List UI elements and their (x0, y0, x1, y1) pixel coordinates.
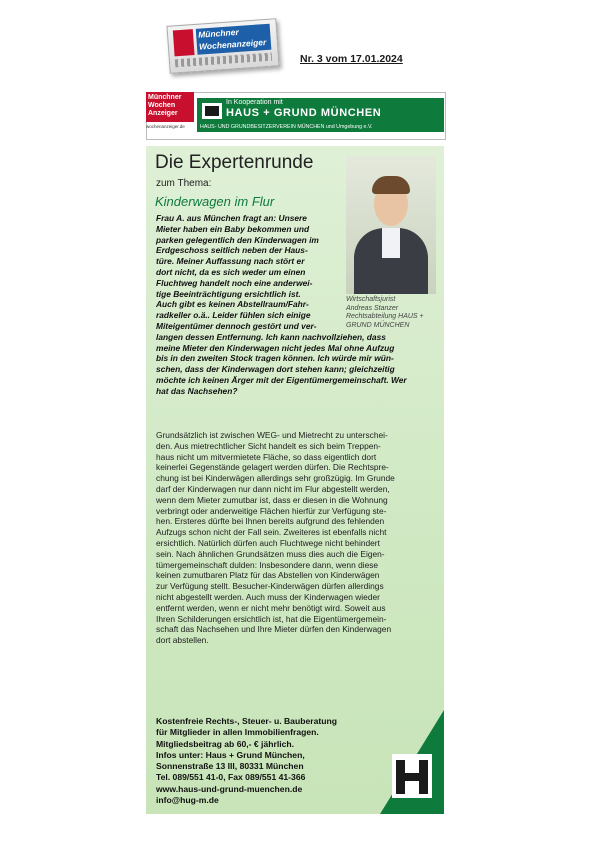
answer-line: zur Verfügung stellt. Besucher-Kinderwägen dürfen allerdings (156, 581, 384, 592)
caption-line: Andreas Stanzer (346, 304, 399, 312)
answer-line: keinerlei Gegenstände gelagert werden dürfen. Die Rechtspre- (156, 462, 389, 473)
answer-line: tümergemeinschaft dulden: Insbesondere dann, wenn diese (156, 559, 379, 570)
answer-line: sein. Nach ähnlichen Grundsätzen muss dies auch die Eigen- (156, 548, 385, 559)
house-logo-icon (201, 102, 223, 120)
answer-line: Ihren Schilderungen ersichtlich ist, hat die Eigentümergemein- (156, 613, 387, 624)
answer-line: nicht abgestellt werden. Auch muss der Kinderwagen wieder (156, 591, 380, 602)
question-line: möchte ich keinen Ärger mit der Eigentümergemeinschaft. Wer (156, 374, 407, 385)
newspaper-title-line2: Wochenanzeiger (198, 36, 267, 52)
answer-line: chung ist bei Kinderwägen allerdings sehr großzügig. Im Grunde (156, 473, 395, 484)
answer-line: hen. Ersteres dürfte bei Ihnen bereits aufgrund des fehlenden (156, 516, 385, 527)
footer-line: Mitgliedsbeitrag ab 60,- € jährlich. (156, 738, 295, 749)
article-title: Die Expertenrunde (155, 152, 314, 173)
footer-line: für Mitglieder in allen Immobilienfragen. (156, 727, 319, 738)
newspaper-title-block (196, 24, 272, 55)
issue-date: Nr. 3 vom 17.01.2024 (300, 53, 403, 65)
question-line: Auch gibt es keinen Abstellraum/Fahr- (156, 299, 309, 310)
house-logo-emblem-icon (380, 710, 444, 814)
answer-line: Grundsätzlich ist zwischen WEG- und Mietrecht zu unterschei- (156, 430, 388, 440)
question-line: langen dessen Entfernung. Ich kann nachvollziehen, dass (156, 331, 386, 342)
footer-line: Sonnenstraße 13 III, 80331 München (156, 761, 304, 772)
newspaper-red-block (173, 29, 195, 56)
mwa-logo: Münchner Wochen Anzeiger (146, 92, 194, 122)
answer-line: keinen zumutbaren Platz für das Abstellen von Kinderwägen (156, 570, 380, 581)
question-line: Frau A. aus München fragt an: Unsere (156, 213, 307, 223)
membership-info (156, 716, 356, 806)
footer-line: Kostenfreie Rechts-, Steuer- u. Bauberatung (156, 716, 337, 726)
newspaper-title-line1: Münchner (197, 26, 240, 40)
question-line: meine Mieter den Kinderwagen nicht jedes Mal ohne Aufzug (156, 342, 395, 353)
expert-answer (156, 430, 440, 646)
answer-line: wenn dem Mieter zumutbar ist, dass er diesen in die Wohnung (156, 494, 388, 505)
cooperation-label: In Kooperation mit (226, 99, 283, 106)
question-line: schen, dass der Kinderwagen dort stehen kann; gleichzeitig (156, 364, 395, 375)
article-topic: Kinderwagen im Flur (155, 194, 275, 209)
org-subtitle: HAUS- UND GRUNDBESITZERVEREIN MÜNCHEN und Umgebung e.V. (200, 124, 373, 130)
footer-line: Tel. 089/551 41-0, Fax 089/551 41-366 (156, 772, 306, 783)
photo-hair (372, 176, 410, 194)
org-name: HAUS + GRUND MÜNCHEN (226, 107, 382, 119)
question-line: Miteigentümer dennoch gestört und ver- (156, 320, 317, 331)
caption-line: Rechtsabteilung HAUS + (346, 313, 424, 320)
question-line: Mieter haben ein Baby bekommen und (156, 223, 310, 234)
answer-line: Aufzugs schon nicht der Fall sein. Zweiteres ist ebenfalls nicht (156, 527, 387, 538)
caption-line: Wirtschaftsjurist (346, 296, 396, 303)
question-line: dort nicht, da es sich weder um einen (156, 266, 306, 277)
question-line: tige Beeinträchtigung ersichtlich ist. (156, 288, 301, 299)
caption-line: GRUND MÜNCHEN (346, 321, 410, 329)
question-line: radkeller o.ä.. Leider fühlen sich einige (156, 310, 311, 321)
question-line: türe. Meiner Auffassung nach stört er (156, 256, 305, 267)
question-line: hat das Nachsehen? (156, 385, 238, 396)
newspaper-logo (166, 18, 279, 74)
answer-line: entfernt werden, wenn er nicht mehr benötigt wird. Soweit aus (156, 602, 386, 613)
mwa-subtitle: wochenanzeiger.de (146, 124, 185, 129)
topic-prefix: zum Thema: (156, 178, 212, 189)
question-line: Fluchtweg handelt noch eine anderwei- (156, 277, 313, 288)
question-line: parken gelegentlich den Kinderwagen im (156, 234, 319, 245)
answer-line: verbringt oder anderweitige Flächen hierfür zur Verfügung ste- (156, 505, 387, 516)
answer-line: dort abstellen. (156, 635, 209, 646)
answer-line: schaft das Nachsehen und Ihre Mieter dürfen den Kinderwagen (156, 624, 392, 635)
answer-line: haus nicht um mitvermietete Fläche, so dass eigentlich dort (156, 451, 377, 462)
email-link[interactable]: info@hug-m.de (156, 795, 219, 806)
reader-question (156, 213, 438, 397)
question-line: Erdgeschoss seitlich neben der Haus- (156, 245, 308, 256)
website-link[interactable]: www.haus-und-grund-muenchen.de (156, 783, 303, 794)
answer-line: den. Aus mietrechtlicher Sicht handelt es sich beim Treppen- (156, 440, 381, 451)
question-line: bis in den zweiten Stock tragen können. Ich würde mir wün- (156, 353, 394, 364)
answer-line: ersichtlich. Natürlich dürfen auch Fluchtwege nicht behindert (156, 537, 380, 548)
answer-line: darf der Kinderwagen nur dann nicht im Flur abgestellt werden, (156, 483, 390, 494)
footer-line: Infos unter: Haus + Grund München, (156, 749, 305, 760)
